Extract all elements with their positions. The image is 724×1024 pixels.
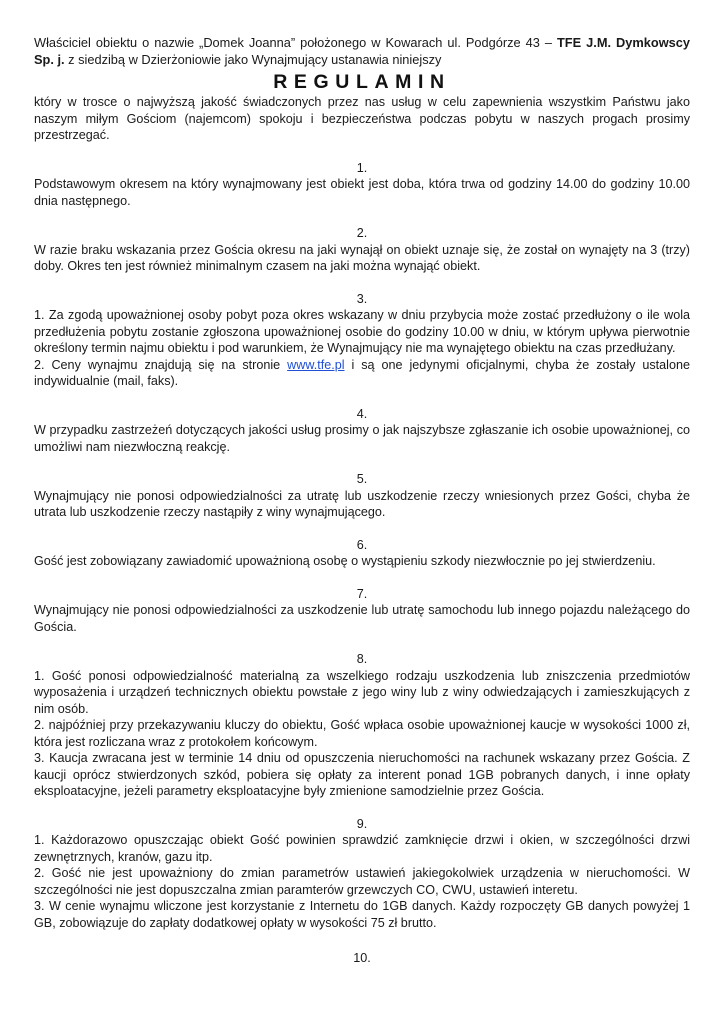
section-paragraph: 1. Za zgodą upoważnionej osoby pobyt poza okres wskazany w dniu przybycia może zostać przedłużony o ile wola przedłużenia pobytu zostanie zgłoszona upoważnionej osobie do godziny 10.00 w dniu, w którym upływa pierwotnie określony termin najmu obiektu i pod warunkiem, że Wynajmujący nie ma wynajętego obiektu na czas przedłużany.	[34, 308, 690, 355]
section-2	[34, 225, 690, 275]
section-number: 2.	[356, 226, 368, 240]
section-number: 10.	[353, 951, 371, 965]
section-paragraph: Gość jest zobowiązany zawiadomić upoważnioną osobę o wystąpieniu szkody niezwłocznie po jej stwierdzeniu.	[34, 554, 656, 568]
section-number: 4.	[356, 406, 368, 421]
section-paragraph: 2. Gość nie jest upoważniony do zmian parametrów ustawień jakiegokolwiek urządzenia w nieruchomości. W szczególności nie jest dopuszczalna zmian paramterów grzewczych CO, CWU, ustawień interetu.	[34, 866, 690, 897]
section-10	[34, 950, 690, 967]
document-header	[34, 34, 690, 68]
website-link[interactable]: www.tfe.pl	[287, 357, 345, 372]
section-9	[34, 816, 690, 932]
section-paragraph: Podstawowym okresem na który wynajmowany jest obiekt jest doba, która trwa od godziny 14.00 do godziny 10.00 dnia następnego.	[34, 177, 690, 208]
intro-paragraph: który w trosce o najwyższą jakość świadczonych przez nas usług w celu zapewnienia wszystkim Państwu jako naszym miłym Gościom (najemcom) spokoju i bezpieczeństwa podczas pobytu w naszych progach prosimy przestrzegać.	[34, 95, 690, 142]
section-paragraph: 2. najpóźniej przy przekazywaniu kluczy do obiektu, Gość wpłaca osobie upoważnionej kaucje w wysokości 1000 zł, która jest rozliczana wraz z protokołem końcowym.	[34, 718, 690, 749]
section-3	[34, 291, 690, 390]
header-company-name: TFE J.M. Dymkowscy Sp. j.	[34, 35, 690, 67]
section-number: 8.	[356, 652, 368, 666]
page-title: REGULAMIN	[273, 71, 451, 93]
section-number: 7.	[356, 586, 368, 601]
section-paragraph: 3. W cenie wynajmu wliczone jest korzystanie z Internetu do 1GB danych. Każdy rozpoczęty GB danych powyżej 1 GB, zobowiązuje do zapłaty dodatkowej opłaty w wysokości 75 zł brutto.	[34, 899, 690, 930]
section-paragraph: Wynajmujący nie ponosi odpowiedzialności za utratę lub uszkodzenie rzeczy wniesionych przez Gości, chyba że utrata lub uszkodzenie rzeczy nastąpiły z winy wynajmującego.	[34, 488, 690, 519]
section-4	[34, 406, 690, 456]
section-1	[34, 160, 690, 210]
section-number: 3.	[356, 291, 368, 306]
section-5	[34, 471, 690, 521]
header-owner-text: Właściciel obiektu o nazwie „Domek Joanna” położonego w Kowarach ul. Podgórze 43 –	[34, 35, 557, 50]
document-page	[34, 34, 690, 967]
section-paragraph: W razie braku wskazania przez Gościa okresu na jaki wynajął on obiekt uznaje się, że został on wynajęty na 3 (trzy) doby. Okres ten jest również minimalnym czasem na jaki można wynająć obiekt.	[34, 242, 690, 273]
section-paragraph: 1. Każdorazowo opuszczając obiekt Gość powinien sprawdzić zamknięcie drzwi i okien, w szczególności drzwi zewnętrznych, kranów, gazu itp.	[34, 833, 690, 864]
section-number: 1.	[356, 160, 368, 175]
section-paragraph: W przypadku zastrzeżeń dotyczących jakości usług prosimy o jak najszybsze zgłaszanie ich osobie upoważnionej, co umożliwi nam niezwłoczną reakcję.	[34, 423, 690, 454]
section-paragraph: 3. Kaucja zwracana jest w terminie 14 dniu od opuszczenia nieruchomości na rachunek wskazany przez Gościa. Z kaucji oprócz stwierdzonych szkód, pobiera się opłaty za interent ponad 1GB pobranych danych, i inne opłaty eksploatacyjne, jeżeli parametry eksploatacyjne były zmienione samodzielnie przez Gościa.	[34, 751, 690, 798]
link-following-text: i są one jedynymi oficjalnymi, chyba że zostały ustalone indywidualnie (mail, faks).	[34, 357, 690, 388]
section-paragraph: 1. Gość ponosi odpowiedzialność materialną za wszelkiego rodzaju uszkodzenia lub zniszczenia przedmiotów wyposażenia i urządzeń technicznych obiektu powstałe z jego winy lub z winy odwiedzających i zamieszkujących z nim osób.	[34, 668, 690, 716]
section-8	[34, 651, 690, 800]
section-paragraph: Wynajmujący nie ponosi odpowiedzialności za uszkodzenie lub utratę samochodu lub innego pojazdu należącego do Gościa.	[34, 603, 690, 634]
section-6	[34, 537, 690, 570]
section-number: 6.	[356, 537, 368, 552]
header-establishes-text: z siedzibą w Dzierżoniowie jako Wynajmujący ustanawia niniejszy	[64, 52, 442, 67]
section-paragraph-with-link	[34, 357, 690, 390]
section-number: 5.	[356, 472, 368, 486]
link-preceding-text: 2. Ceny wynajmu znajdują się na stronie	[34, 357, 288, 372]
section-number: 9.	[356, 816, 368, 831]
section-7	[34, 586, 690, 636]
